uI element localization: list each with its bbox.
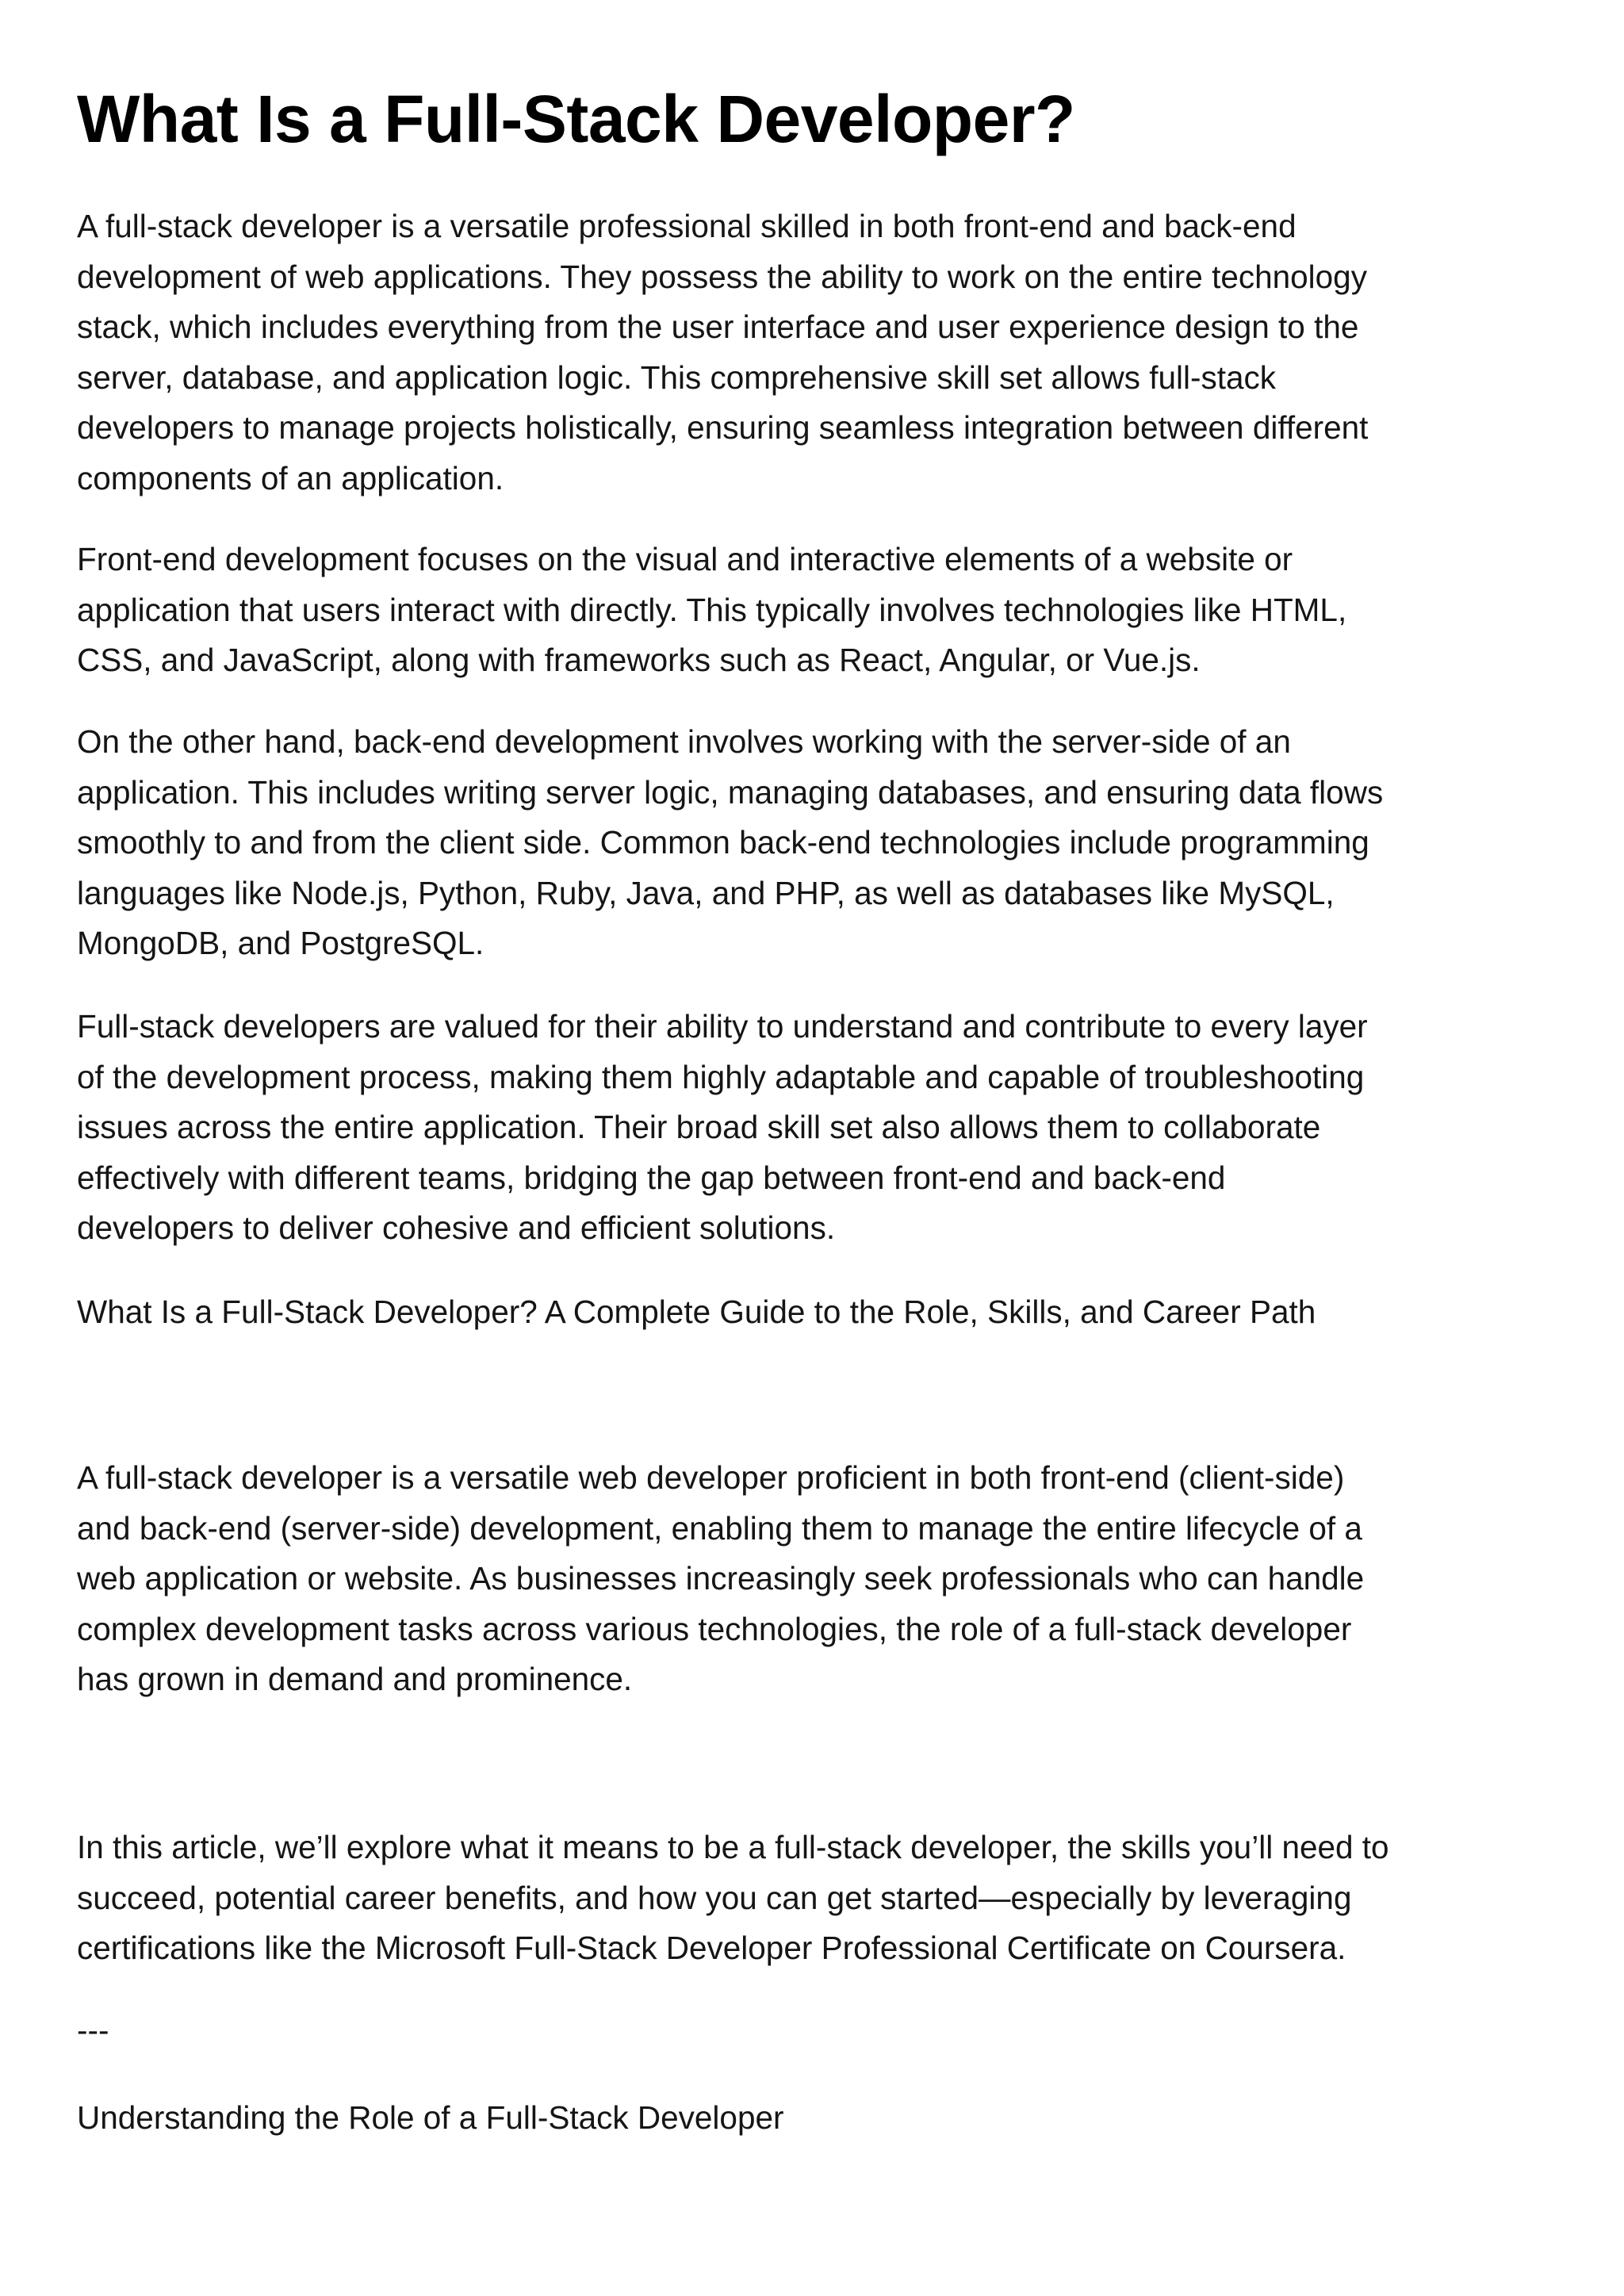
guide-subtitle: [77, 1287, 1568, 1338]
text-line: Full-stack developers are valued for their ability to understand and contribute to every layer: [77, 1008, 1368, 1045]
text-line: A full-stack developer is a versatile web developer proficient in both front-end (client-side): [77, 1459, 1345, 1496]
section-heading: [77, 2093, 1568, 2144]
text-line: and back-end (server-side) development, enabling them to manage the entire lifecycle of a: [77, 1509, 1362, 1547]
text-line: complex development tasks across various technologies, the role of a full-stack developer: [77, 1610, 1352, 1647]
text-line: On the other hand, back-end development involves working with the server-side of an: [77, 723, 1291, 760]
text-line: Understanding the Role of a Full-Stack Developer: [77, 2099, 784, 2136]
value-paragraph: [77, 1002, 1568, 1254]
text-line: of the development process, making them highly adaptable and capable of troubleshooting: [77, 1058, 1365, 1095]
text-line: application that users interact with directly. This typically involves technologies like HTML,: [77, 591, 1347, 628]
text-line: In this article, we’ll explore what it means to be a full-stack developer, the skills you’ll need to: [77, 1829, 1389, 1865]
text-line: certifications like the Microsoft Full-Stack Developer Professional Certificate on Coursera.: [77, 1930, 1346, 1966]
text-line: application. This includes writing server logic, managing databases, and ensuring data flows: [77, 773, 1384, 811]
text-line: succeed, potential career benefits, and how you can get started—especially by leveraging: [77, 1879, 1352, 1916]
text-line: MongoDB, and PostgreSQL.: [77, 925, 485, 961]
text-line: web application or website. As businesses increasingly seek professionals who can handle: [77, 1560, 1365, 1596]
front-end-paragraph: [77, 535, 1568, 686]
text-line: What Is a Full-Stack Developer? A Complete Guide to the Role, Skills, and Career Path: [77, 1294, 1316, 1330]
text-line: development of web applications. They possess the ability to work on the entire technology: [77, 258, 1367, 295]
text-line: Front-end development focuses on the visual and interactive elements of a website or: [77, 541, 1293, 577]
text-line: ---: [77, 2012, 109, 2049]
separator-text: [77, 2006, 1568, 2056]
text-line: stack, which includes everything from the user interface and user experience design to the: [77, 309, 1359, 345]
text-line: components of an application.: [77, 459, 504, 496]
text-line: server, database, and application logic. This comprehensive skill set allows full-stack: [77, 358, 1276, 396]
text-line: languages like Node.js, Python, Ruby, Java, and PHP, as well as databases like MySQL,: [77, 874, 1335, 911]
page-title: What Is a Full-Stack Developer?: [77, 82, 1075, 156]
text-line: developers to deliver cohesive and efficient solutions.: [77, 1209, 836, 1246]
text-line: developers to manage projects holistically, ensuring seamless integration between different: [77, 409, 1369, 446]
text-line: smoothly to and from the client side. Common back-end technologies include programming: [77, 824, 1369, 861]
text-line: effectively with different teams, bridging the gap between front-end and back-end: [77, 1159, 1226, 1196]
text-line: issues across the entire application. Their broad skill set also allows them to collaborate: [77, 1109, 1321, 1145]
intro-paragraph: [77, 201, 1568, 504]
back-end-paragraph: [77, 717, 1568, 969]
text-line: CSS, and JavaScript, along with frameworks such as React, Angular, or Vue.js.: [77, 642, 1201, 678]
article-intro-paragraph: [77, 1823, 1568, 1974]
text-line: A full-stack developer is a versatile professional skilled in both front-end and back-end: [77, 208, 1297, 244]
text-line: has grown in demand and prominence.: [77, 1661, 633, 1697]
definition-paragraph: [77, 1453, 1568, 1705]
